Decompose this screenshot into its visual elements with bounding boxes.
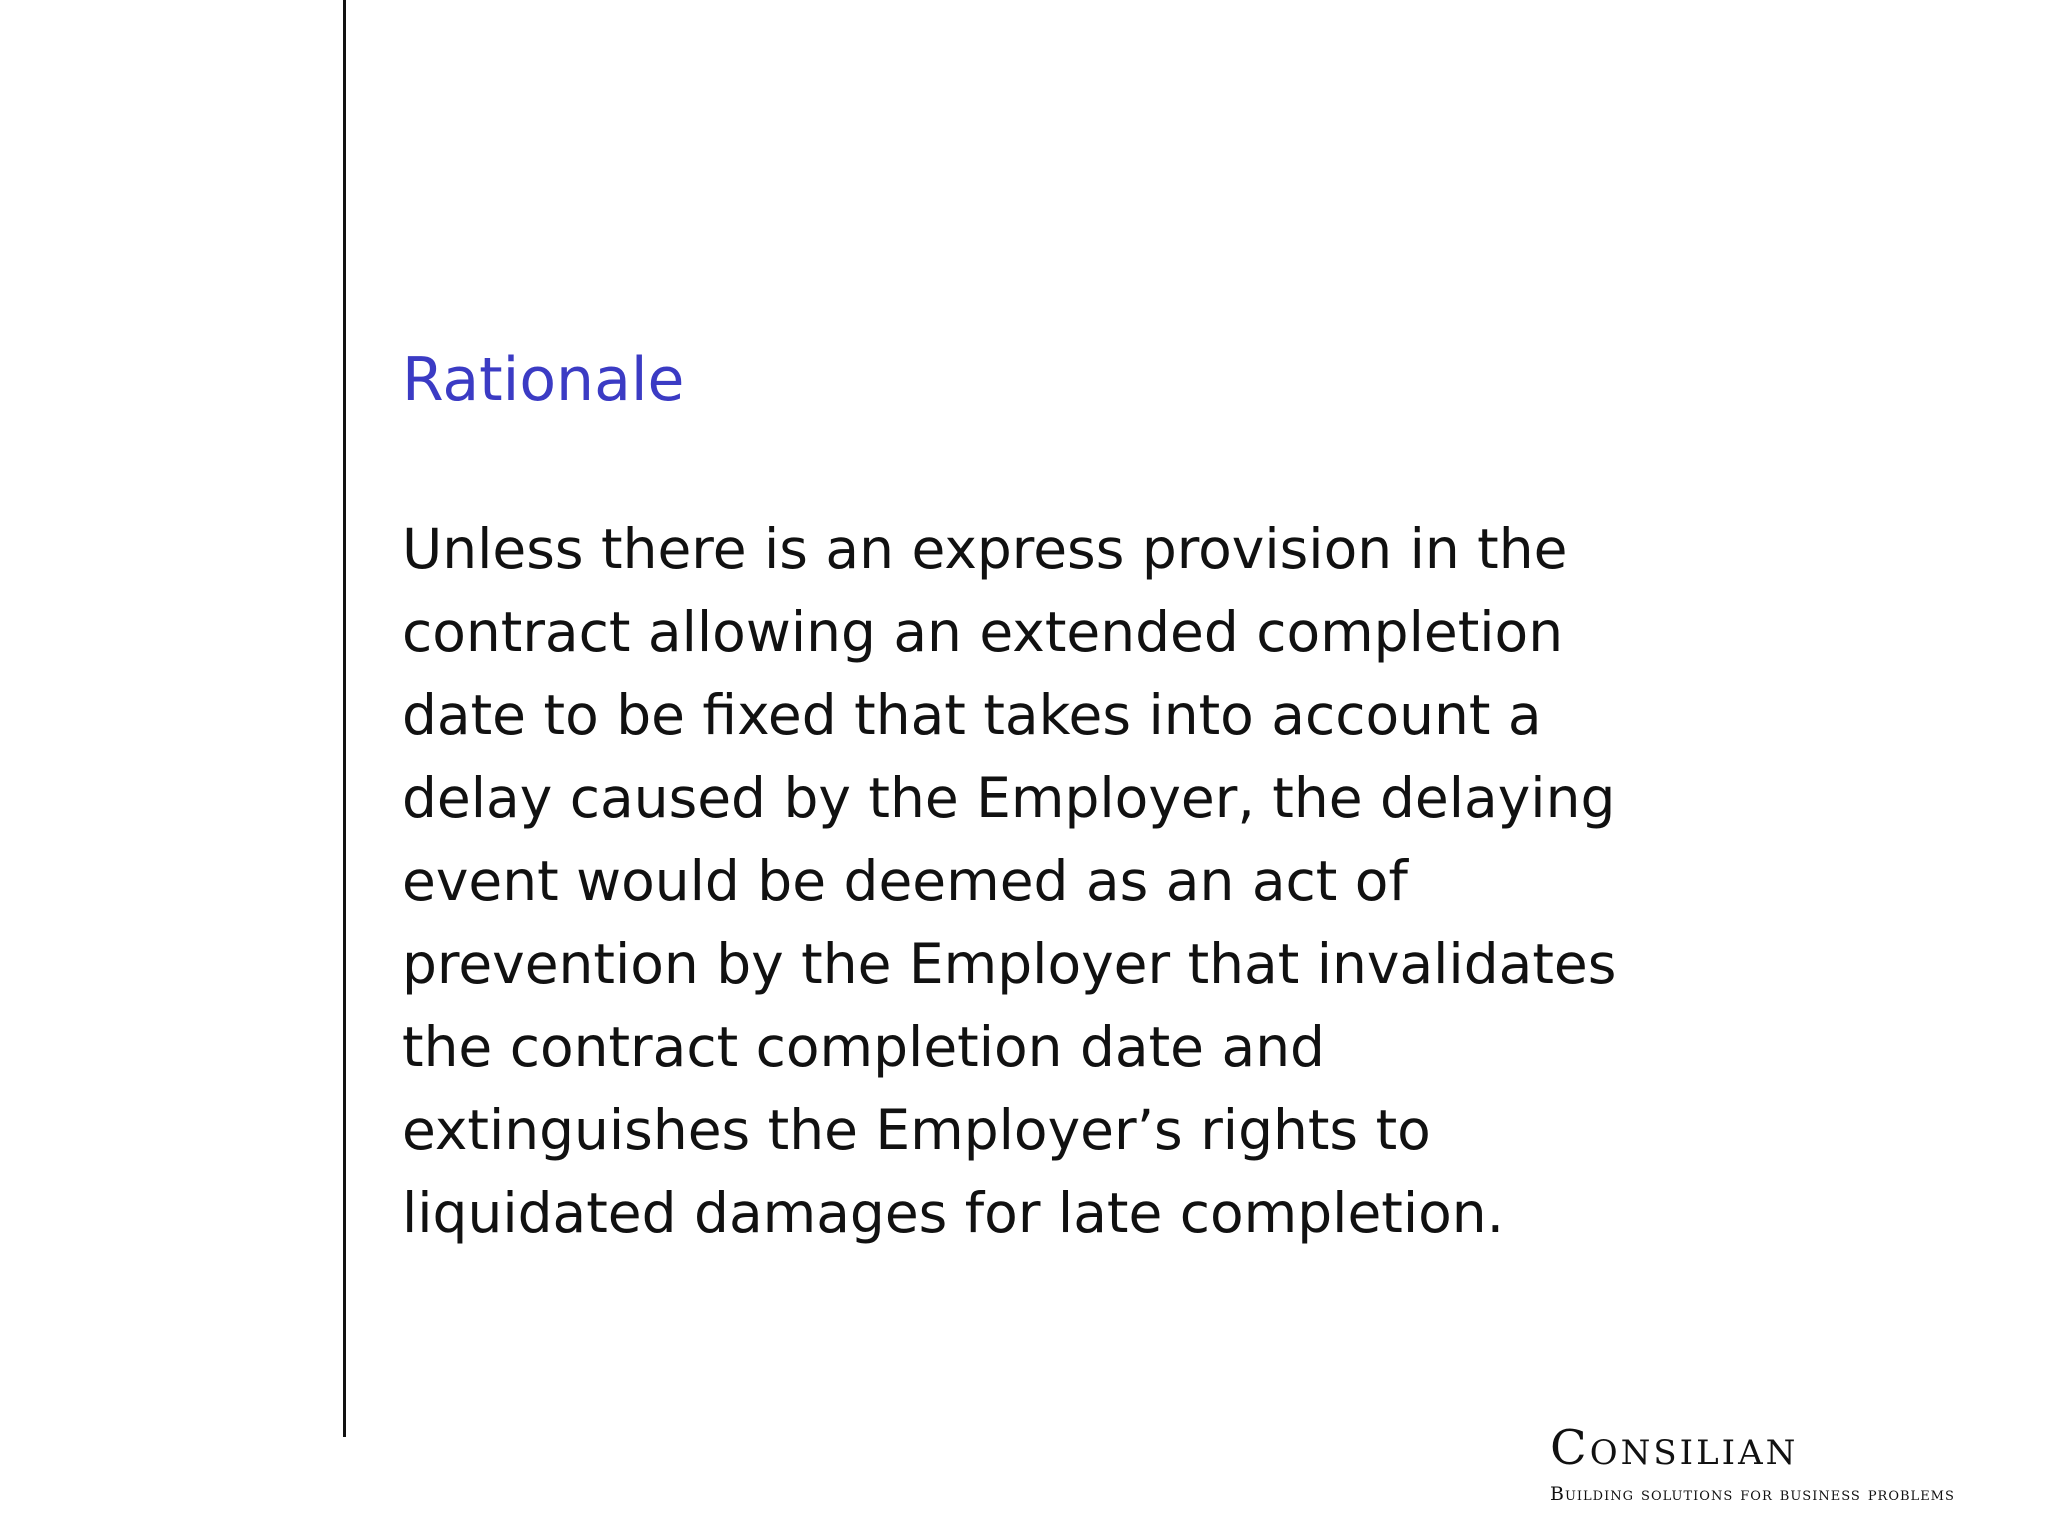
- body-line: delay caused by the Employer, the delaying: [402, 766, 1616, 830]
- body-line: the contract completion date and: [402, 1015, 1325, 1079]
- body-line: contract allowing an extended completion: [402, 600, 1564, 664]
- vertical-divider: [343, 0, 346, 1437]
- body-line: prevention by the Employer that invalidates: [402, 932, 1617, 996]
- brand-tagline: Building solutions for business problems: [1550, 1483, 1955, 1505]
- slide-heading: Rationale: [402, 345, 685, 415]
- body-line: date to be fixed that takes into account a: [402, 683, 1542, 747]
- body-line: liquidated damages for late completion.: [402, 1181, 1505, 1245]
- brand-logo-name: Consilian: [1550, 1420, 1799, 1476]
- slide-body: [402, 508, 1802, 1255]
- body-line: extinguishes the Employer’s rights to: [402, 1098, 1431, 1162]
- body-line: Unless there is an express provision in the: [402, 517, 1568, 581]
- body-line: event would be deemed as an act of: [402, 849, 1408, 913]
